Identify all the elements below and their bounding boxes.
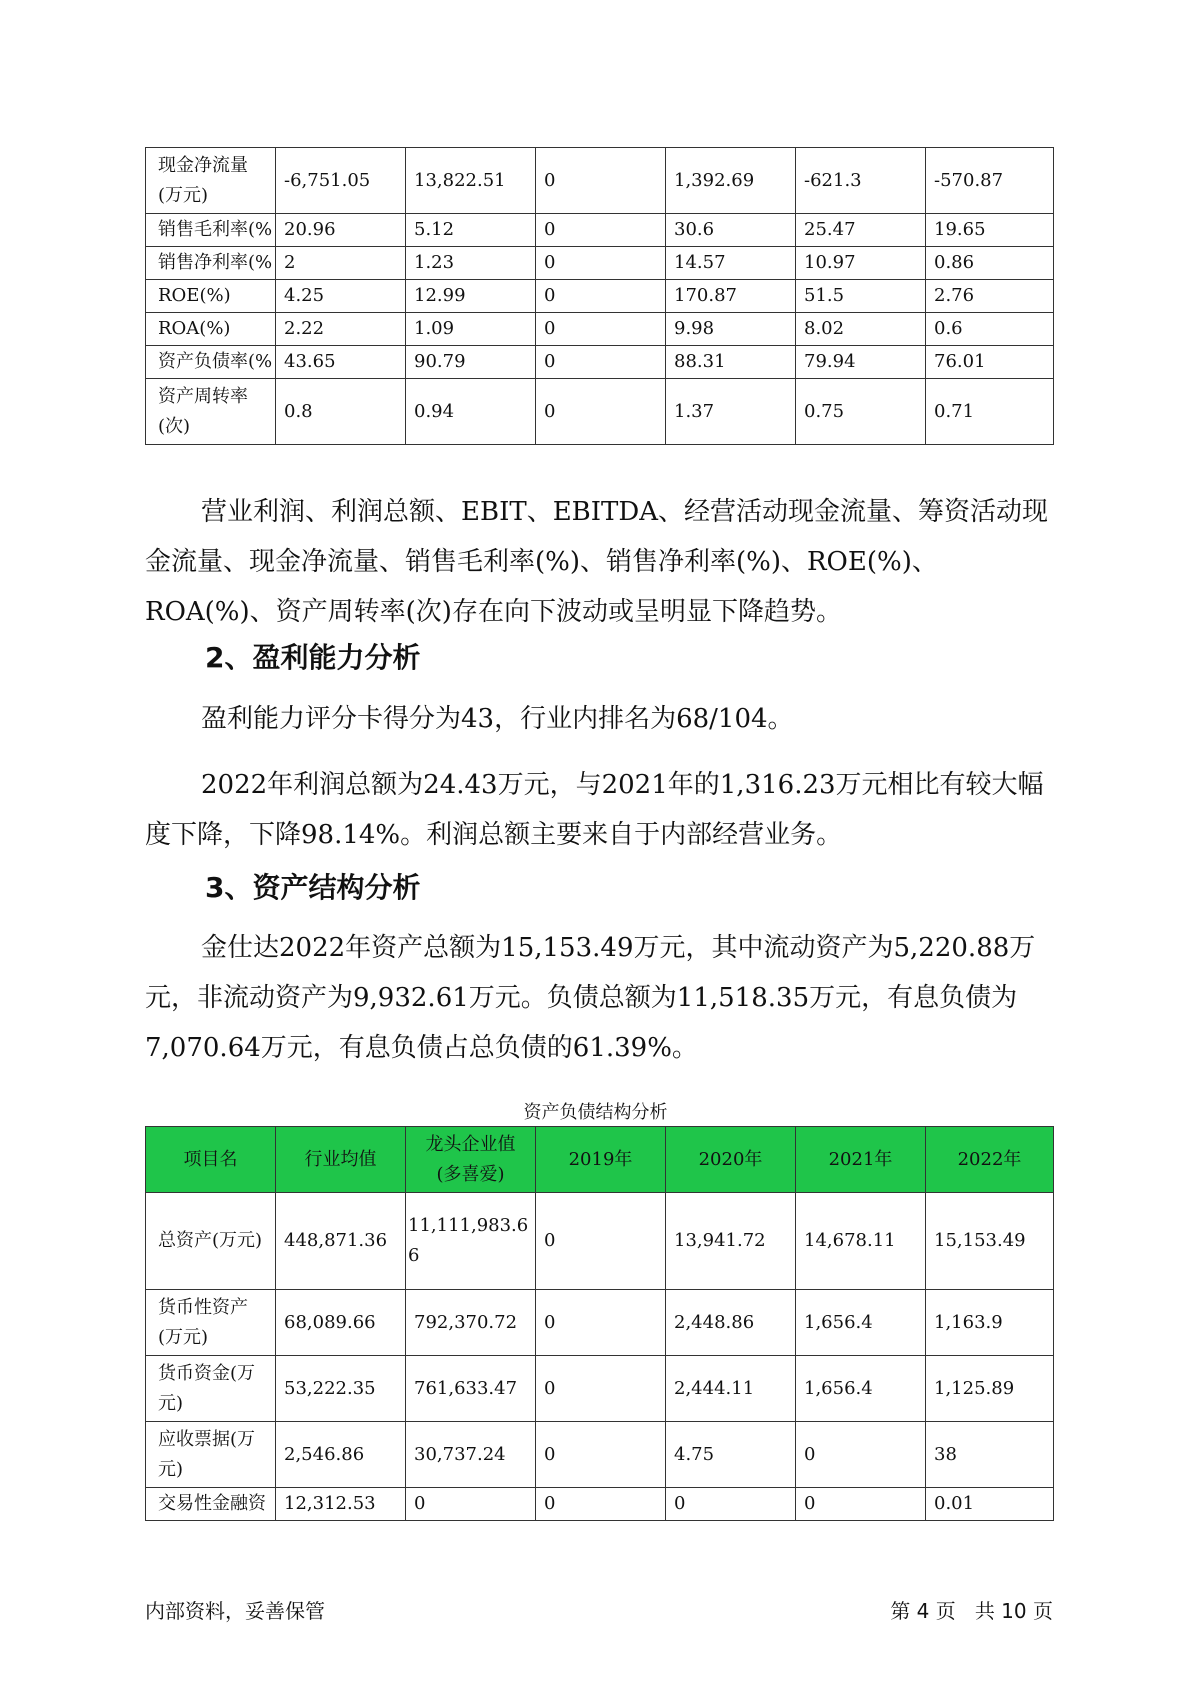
column-header: 2022年 [926, 1127, 1054, 1193]
table-row [146, 313, 1054, 346]
cell: -6,751.05 [276, 148, 406, 214]
table-row [146, 379, 1054, 445]
row-label: 资产负债率(% [146, 346, 276, 379]
cell: 13,822.51 [406, 148, 536, 214]
cell: 0 [536, 247, 666, 280]
table-row [146, 247, 1054, 280]
footer-page-number: 第 4 页 共 10 页 [890, 1599, 1053, 1623]
cell: 0 [536, 1356, 666, 1422]
asset-detail-text: 金仕达2022年资产总额为15,153.49万元，其中流动资产为5,220.88万元，非流动资产为9,932.61万元。负债总额为11,518.35万元，有息负债为7,070.64万元，有息负债占总负债的61.39%。 [145, 933, 1036, 1063]
profit-score-text: 盈利能力评分卡得分为43，行业内排名为68/104。 [201, 704, 794, 734]
cell: 2,546.86 [276, 1422, 406, 1488]
cell: 15,153.49 [926, 1193, 1054, 1290]
row-label: 货币资金(万元) [146, 1356, 276, 1422]
cell: 53,222.35 [276, 1356, 406, 1422]
cell: 12.99 [406, 280, 536, 313]
cell: 5.12 [406, 214, 536, 247]
cell: 170.87 [666, 280, 796, 313]
cell: 1.09 [406, 313, 536, 346]
cell: 90.79 [406, 346, 536, 379]
cell: 0 [536, 379, 666, 445]
cell: 0 [536, 1422, 666, 1488]
cell: 12,312.53 [276, 1488, 406, 1521]
trend-paragraph [145, 487, 1055, 637]
row-label: 交易性金融资 [146, 1488, 276, 1521]
cell: 19.65 [926, 214, 1054, 247]
column-header: 龙头企业值(多喜爱) [406, 1127, 536, 1193]
cell: 0.01 [926, 1488, 1054, 1521]
cell: 761,633.47 [406, 1356, 536, 1422]
row-label: 资产周转率(次) [146, 379, 276, 445]
cell: 4.25 [276, 280, 406, 313]
cell: 0 [406, 1488, 536, 1521]
cell: 0 [536, 1488, 666, 1521]
profit-detail-text: 2022年利润总额为24.43万元，与2021年的1,316.23万元相比有较大幅度下降，下降98.14%。利润总额主要来自于内部经营业务。 [145, 770, 1044, 850]
table-row [146, 1422, 1054, 1488]
cell: 2,444.11 [666, 1356, 796, 1422]
cell: 2 [276, 247, 406, 280]
cell: 0 [536, 148, 666, 214]
row-label: 销售毛利率(% [146, 214, 276, 247]
footer-confidential-note: 内部资料，妥善保管 [145, 1599, 325, 1623]
cell: 0.8 [276, 379, 406, 445]
table-row [146, 280, 1054, 313]
row-label: ROA(%) [146, 313, 276, 346]
cell: 8.02 [796, 313, 926, 346]
cell: 0 [536, 346, 666, 379]
cell: 14.57 [666, 247, 796, 280]
section-heading-profitability: 2、盈利能力分析 [205, 641, 421, 674]
financial-indicators-table [145, 147, 1054, 445]
cell: 0 [536, 214, 666, 247]
cell: 25.47 [796, 214, 926, 247]
table-row [146, 148, 1054, 214]
cell: 68,089.66 [276, 1290, 406, 1356]
cell: 1,125.89 [926, 1356, 1054, 1422]
cell: 4.75 [666, 1422, 796, 1488]
section-heading-asset-structure: 3、资产结构分析 [205, 871, 421, 904]
cell: 0 [536, 280, 666, 313]
cell: 88.31 [666, 346, 796, 379]
cell: 30,737.24 [406, 1422, 536, 1488]
cell: 10.97 [796, 247, 926, 280]
cell: 51.5 [796, 280, 926, 313]
column-header: 2021年 [796, 1127, 926, 1193]
table-row [146, 1290, 1054, 1356]
column-header: 2019年 [536, 1127, 666, 1193]
cell: 2,448.86 [666, 1290, 796, 1356]
table-row [146, 1193, 1054, 1290]
cell: 0 [536, 1193, 666, 1290]
cell: 1,656.4 [796, 1290, 926, 1356]
cell: 0 [796, 1488, 926, 1521]
cell: 448,871.36 [276, 1193, 406, 1290]
table-row [146, 214, 1054, 247]
cell: 9.98 [666, 313, 796, 346]
cell: 1.37 [666, 379, 796, 445]
table-row [146, 346, 1054, 379]
cell: -621.3 [796, 148, 926, 214]
cell: 0 [536, 313, 666, 346]
cell: 2.76 [926, 280, 1054, 313]
cell: 2.22 [276, 313, 406, 346]
cell: -570.87 [926, 148, 1054, 214]
row-label: ROE(%) [146, 280, 276, 313]
table-row [146, 1488, 1054, 1521]
cell: 20.96 [276, 214, 406, 247]
cell: 13,941.72 [666, 1193, 796, 1290]
cell: 38 [926, 1422, 1054, 1488]
cell: 0 [536, 1290, 666, 1356]
cell: 76.01 [926, 346, 1054, 379]
cell: 792,370.72 [406, 1290, 536, 1356]
profit-detail-paragraph [145, 760, 1055, 860]
row-label: 应收票据(万元) [146, 1422, 276, 1488]
row-label: 现金净流量(万元) [146, 148, 276, 214]
table-row [146, 1356, 1054, 1422]
cell: 0.75 [796, 379, 926, 445]
cell: 0.71 [926, 379, 1054, 445]
cell: 30.6 [666, 214, 796, 247]
cell: 79.94 [796, 346, 926, 379]
cell: 0.6 [926, 313, 1054, 346]
cell: 0.94 [406, 379, 536, 445]
trend-text: 营业利润、利润总额、EBIT、EBITDA、经营活动现金流量、筹资活动现金流量、现金净流量、销售毛利率(%)、销售净利率(%)、ROE(%)、ROA(%)、资产周转率(次)存在向下波动或呈明显下降趋势。 [145, 497, 1049, 627]
cell: 0 [796, 1422, 926, 1488]
table-caption: 资产负债结构分析 [523, 1102, 668, 1123]
row-label: 总资产(万元) [146, 1193, 276, 1290]
cell: 11,111,983.66 [406, 1193, 536, 1290]
profit-score-paragraph [145, 694, 1055, 744]
asset-liability-structure-table [145, 1126, 1054, 1521]
cell: 1,392.69 [666, 148, 796, 214]
asset-detail-paragraph [145, 923, 1055, 1073]
cell: 0 [666, 1488, 796, 1521]
column-header: 2020年 [666, 1127, 796, 1193]
column-header: 行业均值 [276, 1127, 406, 1193]
table-header-row [146, 1127, 1054, 1193]
cell: 1.23 [406, 247, 536, 280]
row-label: 销售净利率(% [146, 247, 276, 280]
cell: 1,656.4 [796, 1356, 926, 1422]
row-label: 货币性资产(万元) [146, 1290, 276, 1356]
cell: 43.65 [276, 346, 406, 379]
column-header: 项目名 [146, 1127, 276, 1193]
cell: 0.86 [926, 247, 1054, 280]
cell: 14,678.11 [796, 1193, 926, 1290]
cell: 1,163.9 [926, 1290, 1054, 1356]
